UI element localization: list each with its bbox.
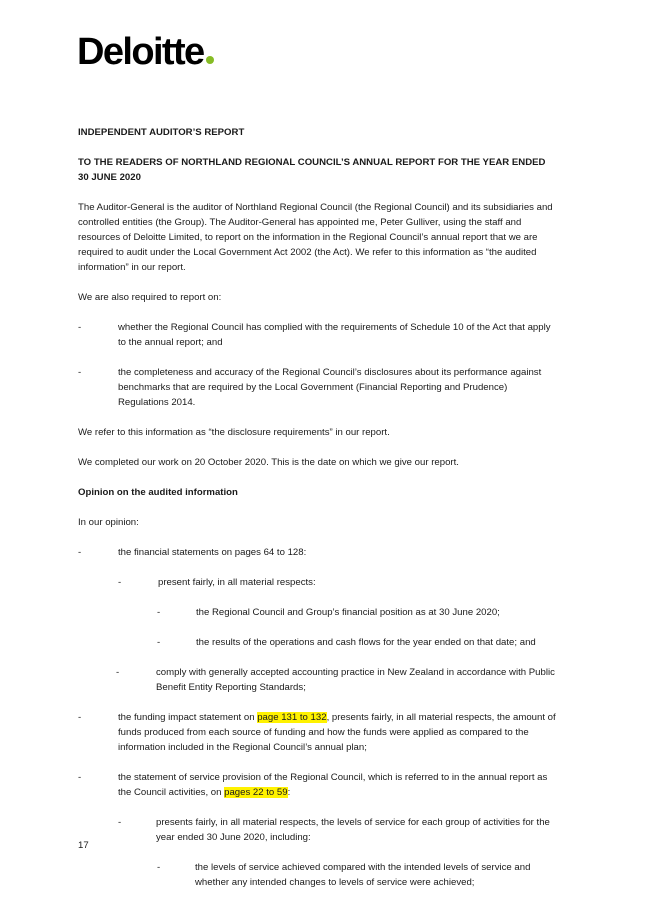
opinion-item <box>78 545 558 560</box>
highlighted-page-reference: page 131 to 132 <box>257 712 327 723</box>
requirement-item <box>78 365 558 410</box>
funding-text-start: the funding impact statement on <box>118 712 258 723</box>
disclosure-requirements-paragraph: We refer to this information as “the disclosure requirements” in our report. <box>78 427 390 438</box>
service-text-end: : <box>287 787 291 798</box>
completion-date-paragraph: We completed our work on 20 October 2020. This is the date on which we give our report. <box>78 457 459 468</box>
highlighted-page-reference: pages 22 to 59 <box>224 787 288 798</box>
dash-marker: - <box>118 577 122 588</box>
report-title: INDEPENDENT AUDITOR’S REPORT <box>78 127 245 138</box>
opinion-text: the financial statements on pages 64 to 128: <box>118 547 307 558</box>
opinion-subheading: Opinion on the audited information <box>78 487 238 498</box>
deloitte-logo <box>77 32 214 72</box>
opinion-subsubitem <box>78 605 558 620</box>
report-body <box>78 125 558 890</box>
dash-marker: - <box>116 667 120 678</box>
dash-marker: - <box>78 547 82 558</box>
opinion-text <box>118 710 558 755</box>
dash-marker: - <box>157 862 161 873</box>
opinion-item <box>78 770 558 800</box>
opinion-text <box>118 770 558 800</box>
in-our-opinion-paragraph: In our opinion: <box>78 517 139 528</box>
intro-paragraph: The Auditor-General is the auditor of Northland Regional Council (the Regional Council) and its subsidiaries and controlled entities (the Group). The Auditor-General has appointed me, Peter Gulliver, using the staff and resources of Deloitte Limited, to report on the information in the Regional Council’s annual report that we are required to audit under the Local Government Act 2002 (the Act). We refer to this information as “the audited information” in our report. <box>78 202 553 273</box>
opinion-text: presents fairly, in all material respects, the levels of service for each group of activities for the year ended 30 June 2020, including: <box>156 817 550 843</box>
opinion-text: the levels of service achieved compared with the intended levels of service and whether any intended changes to levels of service were achieved; <box>195 862 531 888</box>
opinion-text: comply with generally accepted accounting practice in New Zealand in accordance with Public Benefit Entity Reporting Standards; <box>156 667 555 693</box>
dash-marker: - <box>118 817 122 828</box>
requirement-text: whether the Regional Council has complied with the requirements of Schedule 10 of the Act that apply to the annual report; and <box>118 322 551 348</box>
dash-marker: - <box>78 322 82 333</box>
report-addressee: TO THE READERS OF NORTHLAND REGIONAL COUNCIL’S ANNUAL REPORT FOR THE YEAR ENDED 30 JUNE 2020 <box>78 157 546 183</box>
dash-marker: - <box>78 772 82 783</box>
logo-text: Deloitte <box>77 31 204 73</box>
page-number: 17 <box>78 840 89 851</box>
requirement-text: the completeness and accuracy of the Regional Council’s disclosures about its performance against benchmarks that are required by the Local Government (Financial Reporting and Prudence) Regulations 2014. <box>118 367 542 408</box>
requirement-item <box>78 320 558 350</box>
opinion-text: the Regional Council and Group’s financial position as at 30 June 2020; <box>196 607 500 618</box>
opinion-subitem <box>78 815 558 845</box>
funding-text-end: , presents fairly, in all material respects, the amount of funds produced from each source of funding and how the funds were applied as compared to the information included in the Regional Council’s annual plan; <box>118 712 556 753</box>
opinion-subitem <box>78 665 558 695</box>
dash-marker: - <box>78 712 82 723</box>
dash-marker: - <box>157 607 161 618</box>
dash-marker: - <box>157 637 161 648</box>
opinion-subsubitem <box>78 635 558 650</box>
opinion-item <box>78 710 558 755</box>
logo-dot <box>206 56 214 64</box>
dash-marker: - <box>78 367 82 378</box>
opinion-text: present fairly, in all material respects: <box>158 577 316 588</box>
service-text-start: the statement of service provision of the Regional Council, which is referred to in the annual report as the Council activities, on <box>118 772 548 798</box>
also-required-paragraph: We are also required to report on: <box>78 292 222 303</box>
opinion-text: the results of the operations and cash flows for the year ended on that date; and <box>196 637 536 648</box>
opinion-subitem <box>78 575 558 590</box>
opinion-subsubitem <box>78 860 558 890</box>
